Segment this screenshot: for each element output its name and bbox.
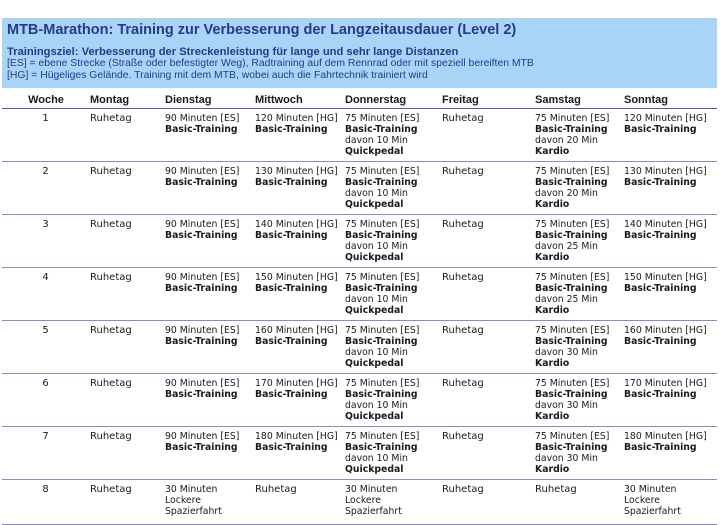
session-type: Lockere [345,495,381,506]
session-type: Basic-Training [624,389,697,400]
column-header-donnerstag: Donnerstag [341,92,438,109]
cell-freitag: Ruhetag [438,480,531,525]
cell-montag: Ruhetag [86,480,161,525]
interval-duration: davon 30 Min [535,347,598,358]
duration: 30 Minuten [345,484,398,495]
week-number: 4 [2,268,86,321]
cell-dienstag [161,109,251,162]
cell-montag: Ruhetag [86,268,161,321]
interval-type: Quickpedal [345,411,404,422]
session-type: Basic-Training [165,442,238,453]
column-header-woche: Woche [2,92,86,109]
cell-samstag [531,268,620,321]
session-type: Basic-Training [535,389,608,400]
session-type: Basic-Training [165,177,238,188]
cell-dienstag [161,268,251,321]
cell-donnerstag [341,374,438,427]
interval-type: Kardio [535,199,570,210]
interval-duration: davon 10 Min [345,347,408,358]
cell-samstag [531,215,620,268]
interval-duration: davon 25 Min [535,294,598,305]
cell-mittwoch [251,374,341,427]
session-type: Basic-Training [345,336,418,347]
column-header-samstag: Samstag [531,92,620,109]
session-type: Basic-Training [535,124,608,135]
cell-montag: Ruhetag [86,162,161,215]
duration: 75 Minuten [ES] [535,431,610,442]
week-number: 3 [2,215,86,268]
column-header-mittwoch: Mittwoch [251,92,341,109]
duration: 30 Minuten [165,484,218,495]
cell-montag: Ruhetag [86,109,161,162]
interval-duration: davon 10 Min [345,241,408,252]
cell-mittwoch [251,162,341,215]
training-goal: Trainingsziel: Verbesserung der Streckenleistung für lange und sehr lange Distanzen [7,46,459,58]
session-type: Lockere [624,495,660,506]
duration: 140 Minuten [HG] [624,219,707,230]
session-type: Basic-Training [165,124,238,135]
week-number: 7 [2,427,86,480]
cell-freitag: Ruhetag [438,162,531,215]
session-type: Basic-Training [255,283,328,294]
interval-type: Quickpedal [345,252,404,263]
page-title: MTB-Marathon: Training zur Verbesserung der Langzeitausdauer (Level 2) [7,22,517,38]
session-type: Basic-Training [535,230,608,241]
duration: 75 Minuten [ES] [535,272,610,283]
duration: 180 Minuten [HG] [255,431,338,442]
duration: 90 Minuten [ES] [165,219,240,230]
column-header-freitag: Freitag [438,92,531,109]
cell-freitag: Ruhetag [438,268,531,321]
cell-samstag [531,427,620,480]
table-row [2,480,717,525]
duration: 75 Minuten [ES] [345,431,420,442]
session-type: Basic-Training [624,177,697,188]
cell-dienstag [161,427,251,480]
session-type: Basic-Training [255,442,328,453]
cell-mittwoch: Ruhetag [251,480,341,525]
cell-mittwoch [251,427,341,480]
duration: 150 Minuten [HG] [624,272,707,283]
cell-samstag [531,109,620,162]
session-type: Basic-Training [345,177,418,188]
session-type: Basic-Training [624,442,697,453]
cell-dienstag [161,321,251,374]
cell-samstag [531,321,620,374]
session-detail: Spazierfahrt [165,506,222,517]
legend-hg: [HG] = Hügeliges Gelände. Training mit dem MTB, wobei auch die Fahrtechnik trainiert wird [7,70,428,81]
cell-freitag: Ruhetag [438,215,531,268]
cell-mittwoch [251,215,341,268]
cell-dienstag [161,162,251,215]
cell-sonntag [620,162,717,215]
session-type: Basic-Training [535,442,608,453]
session-type: Basic-Training [165,283,238,294]
interval-duration: davon 10 Min [345,453,408,464]
duration: 90 Minuten [ES] [165,113,240,124]
column-header-montag: Montag [86,92,161,109]
legend-es: [ES] = ebene Strecke (Straße oder befestigter Weg), Radtraining auf dem Rennrad oder mit speziell bereiften MTB [7,58,534,69]
session-type: Basic-Training [255,389,328,400]
session-type: Basic-Training [255,336,328,347]
table-row [2,427,717,480]
duration: 160 Minuten [HG] [624,325,707,336]
cell-sonntag [620,321,717,374]
session-detail: Spazierfahrt [345,506,402,517]
cell-sonntag [620,480,717,525]
table-row [2,215,717,268]
cell-dienstag [161,374,251,427]
interval-type: Kardio [535,305,570,316]
week-number: 5 [2,321,86,374]
cell-sonntag [620,427,717,480]
cell-sonntag [620,374,717,427]
training-plan-table [2,92,717,525]
week-number: 8 [2,480,86,525]
duration: 75 Minuten [ES] [535,219,610,230]
duration: 90 Minuten [ES] [165,166,240,177]
duration: 30 Minuten [624,484,677,495]
session-type: Basic-Training [255,230,328,241]
cell-freitag: Ruhetag [438,427,531,480]
session-type: Basic-Training [345,124,418,135]
interval-duration: davon 20 Min [535,188,598,199]
interval-duration: davon 10 Min [345,135,408,146]
cell-sonntag [620,215,717,268]
interval-duration: davon 30 Min [535,453,598,464]
interval-type: Quickpedal [345,305,404,316]
duration: 75 Minuten [ES] [345,113,420,124]
plan-header [2,18,717,88]
cell-sonntag [620,268,717,321]
duration: 170 Minuten [HG] [624,378,707,389]
duration: 75 Minuten [ES] [345,325,420,336]
cell-freitag: Ruhetag [438,321,531,374]
duration: 180 Minuten [HG] [624,431,707,442]
session-type: Lockere [165,495,201,506]
duration: 75 Minuten [ES] [345,378,420,389]
duration: 75 Minuten [ES] [345,166,420,177]
session-type: Basic-Training [345,283,418,294]
table-row [2,162,717,215]
cell-samstag [531,162,620,215]
session-type: Basic-Training [345,389,418,400]
interval-duration: davon 25 Min [535,241,598,252]
cell-montag: Ruhetag [86,321,161,374]
cell-donnerstag [341,162,438,215]
duration: 75 Minuten [ES] [345,219,420,230]
column-header-sonntag: Sonntag [620,92,717,109]
table-row [2,321,717,374]
interval-duration: davon 10 Min [345,188,408,199]
cell-montag: Ruhetag [86,215,161,268]
interval-type: Kardio [535,146,570,157]
interval-type: Quickpedal [345,464,404,475]
duration: 120 Minuten [HG] [255,113,338,124]
session-type: Basic-Training [535,177,608,188]
duration: 75 Minuten [ES] [535,166,610,177]
session-type: Basic-Training [255,177,328,188]
session-type: Basic-Training [165,230,238,241]
duration: 75 Minuten [ES] [535,325,610,336]
session-type: Basic-Training [624,124,697,135]
duration: 75 Minuten [ES] [345,272,420,283]
cell-sonntag [620,109,717,162]
duration: 90 Minuten [ES] [165,325,240,336]
interval-type: Quickpedal [345,199,404,210]
session-detail: Spazierfahrt [624,506,681,517]
table-header-row [2,92,717,109]
cell-montag: Ruhetag [86,374,161,427]
column-header-dienstag: Dienstag [161,92,251,109]
cell-samstag [531,374,620,427]
session-type: Basic-Training [165,389,238,400]
session-type: Basic-Training [624,283,697,294]
cell-montag: Ruhetag [86,427,161,480]
interval-duration: davon 10 Min [345,294,408,305]
session-type: Basic-Training [165,336,238,347]
cell-dienstag [161,215,251,268]
table-row [2,109,717,162]
duration: 170 Minuten [HG] [255,378,338,389]
cell-freitag: Ruhetag [438,109,531,162]
session-type: Basic-Training [624,230,697,241]
week-number: 2 [2,162,86,215]
duration: 90 Minuten [ES] [165,272,240,283]
cell-mittwoch [251,109,341,162]
interval-type: Quickpedal [345,358,404,369]
interval-type: Kardio [535,411,570,422]
interval-type: Kardio [535,464,570,475]
cell-donnerstag [341,321,438,374]
duration: 130 Minuten [HG] [255,166,338,177]
table-row [2,374,717,427]
session-type: Basic-Training [535,283,608,294]
cell-donnerstag [341,215,438,268]
session-type: Basic-Training [255,124,328,135]
session-type: Basic-Training [535,336,608,347]
interval-type: Quickpedal [345,146,404,157]
session-type: Basic-Training [345,442,418,453]
duration: 90 Minuten [ES] [165,378,240,389]
cell-donnerstag [341,427,438,480]
duration: 140 Minuten [HG] [255,219,338,230]
cell-freitag: Ruhetag [438,374,531,427]
duration: 150 Minuten [HG] [255,272,338,283]
cell-dienstag [161,480,251,525]
interval-type: Kardio [535,358,570,369]
duration: 120 Minuten [HG] [624,113,707,124]
cell-donnerstag [341,268,438,321]
cell-samstag: Ruhetag [531,480,620,525]
table-row [2,268,717,321]
week-number: 1 [2,109,86,162]
week-number: 6 [2,374,86,427]
cell-mittwoch [251,321,341,374]
cell-donnerstag [341,480,438,525]
duration: 160 Minuten [HG] [255,325,338,336]
cell-donnerstag [341,109,438,162]
duration: 75 Minuten [ES] [535,378,610,389]
duration: 130 Minuten [HG] [624,166,707,177]
session-type: Basic-Training [624,336,697,347]
duration: 75 Minuten [ES] [535,113,610,124]
interval-duration: davon 10 Min [345,400,408,411]
interval-duration: davon 30 Min [535,400,598,411]
interval-type: Kardio [535,252,570,263]
interval-duration: davon 20 Min [535,135,598,146]
cell-mittwoch [251,268,341,321]
duration: 90 Minuten [ES] [165,431,240,442]
session-type: Basic-Training [345,230,418,241]
